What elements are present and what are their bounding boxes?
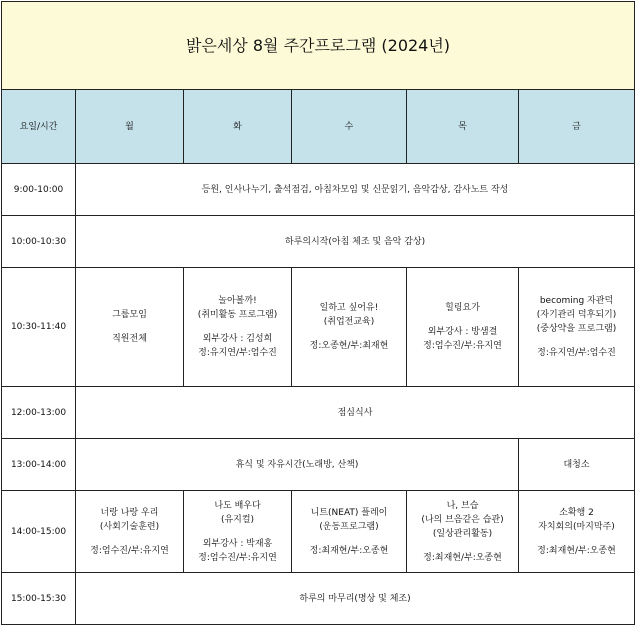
- table-row: [2, 216, 635, 268]
- table-row: [2, 164, 635, 216]
- activity-cell: 하루의시작(아침 체조 및 음악 감상): [76, 216, 635, 268]
- activity-title: 놀아볼까!: [218, 296, 257, 306]
- activity-subtitle: 자치회의(마지막주): [538, 521, 615, 532]
- activity-title: 나도 배우다: [214, 500, 261, 511]
- activity-staff: 정:최재현/부:오종현: [423, 552, 502, 563]
- time-slot: 10:00-10:30: [2, 216, 76, 268]
- activity-cell-mon: [76, 268, 184, 387]
- activity-staff: 정:엄수진/부:유지연: [198, 552, 277, 563]
- time-slot: 14:00-15:00: [2, 491, 76, 573]
- activity-cell: 등원, 인사나누기, 출석점검, 아침차모임 및 신문읽기, 음악감상, 감사노트 작성: [76, 164, 635, 216]
- activity-instructor: 외부강사 : 박재홍: [202, 538, 273, 549]
- activity-subtitle: (취업전교육): [323, 317, 375, 327]
- activity-cell-tue: [184, 491, 292, 573]
- activity-staff: 정:오종현/부:최재현: [309, 341, 389, 351]
- time-slot: 9:00-10:00: [2, 164, 76, 216]
- activity-title: 니트(NEAT) 플레이: [310, 507, 388, 518]
- activity-staff: 정:유지연/부:엄수진: [198, 348, 277, 358]
- activity-staff: 정:최재현/부:오종현: [309, 545, 389, 556]
- activity-cell-fri: [519, 491, 635, 573]
- activity-cell-tue: [184, 268, 292, 387]
- table-row: [2, 387, 635, 439]
- activity-subtitle: (사회기술훈련): [99, 521, 160, 532]
- table-row: [2, 439, 635, 491]
- activity-staff: 정:엄수진/부:유지연: [90, 545, 169, 556]
- activity-cell: 점심식사: [76, 387, 635, 439]
- activity-cell-thu: [407, 491, 519, 573]
- time-slot: 10:30-11:40: [2, 268, 76, 387]
- time-slot: 13:00-14:00: [2, 439, 76, 491]
- activity-subtitle: (일상관리활동): [432, 528, 493, 539]
- activity-title: 나, 브습: [446, 500, 479, 511]
- activity-title: 소확행 2: [559, 507, 594, 518]
- activity-cell: 하루의 마무리(명상 및 체조): [76, 573, 635, 625]
- activity-instructor: 외부강사 : 김성희: [202, 334, 273, 344]
- day-header-thu: 목: [407, 90, 519, 164]
- activity-cell-thu: [407, 268, 519, 387]
- activity-staff: 정:유지연/부:엄수진: [537, 348, 616, 358]
- activity-subtitle: (취미활동 프로그램): [197, 310, 278, 320]
- activity-cell: 휴식 및 자유시간(노래방, 산책): [76, 439, 519, 491]
- activity-subtitle: (중상약을 프로그램): [536, 324, 617, 334]
- activity-title: 힐링요가: [445, 303, 480, 313]
- activity-cell-wed: [292, 268, 407, 387]
- table-row: [2, 491, 635, 573]
- activity-title: 너랑 나랑 우리: [100, 507, 159, 518]
- time-column-header: 요일/시간: [2, 90, 76, 164]
- time-slot: 15:00-15:30: [2, 573, 76, 625]
- table-row: [2, 268, 635, 387]
- day-header-mon: 월: [76, 90, 184, 164]
- activity-staff: 정:최재현/부:오종현: [537, 545, 616, 556]
- page-title: 밝은세상 8월 주간프로그램 (2024년): [2, 2, 635, 90]
- day-header-fri: 금: [519, 90, 635, 164]
- day-header-wed: 수: [292, 90, 407, 164]
- activity-subtitle: (자기관리 덕후되기): [536, 310, 617, 320]
- activity-subtitle: (운동프로그램): [319, 521, 379, 532]
- activity-subtitle: (나의 브음같은 습관): [421, 514, 504, 525]
- activity-title: 일하고 싶어유!: [319, 303, 379, 313]
- weekly-schedule-table: [1, 1, 635, 625]
- activity-subtitle: (유지컬): [220, 514, 255, 525]
- activity-cell-mon: [76, 491, 184, 573]
- table-row: [2, 573, 635, 625]
- activity-title: becoming 자관덕: [539, 296, 614, 306]
- day-header-tue: 화: [184, 90, 292, 164]
- activity-title: 그룹모임: [112, 310, 147, 320]
- activity-cell-wed: [292, 491, 407, 573]
- header-row: [2, 90, 635, 164]
- activity-instructor: 외부강사 : 방샘결: [427, 327, 498, 337]
- activity-staff: 직원전체: [112, 334, 147, 344]
- time-slot: 12:00-13:00: [2, 387, 76, 439]
- activity-staff: 정:엄수진/부:유지연: [423, 341, 502, 351]
- activity-cell-fri: [519, 268, 635, 387]
- activity-cell-fri: 대청소: [519, 439, 635, 491]
